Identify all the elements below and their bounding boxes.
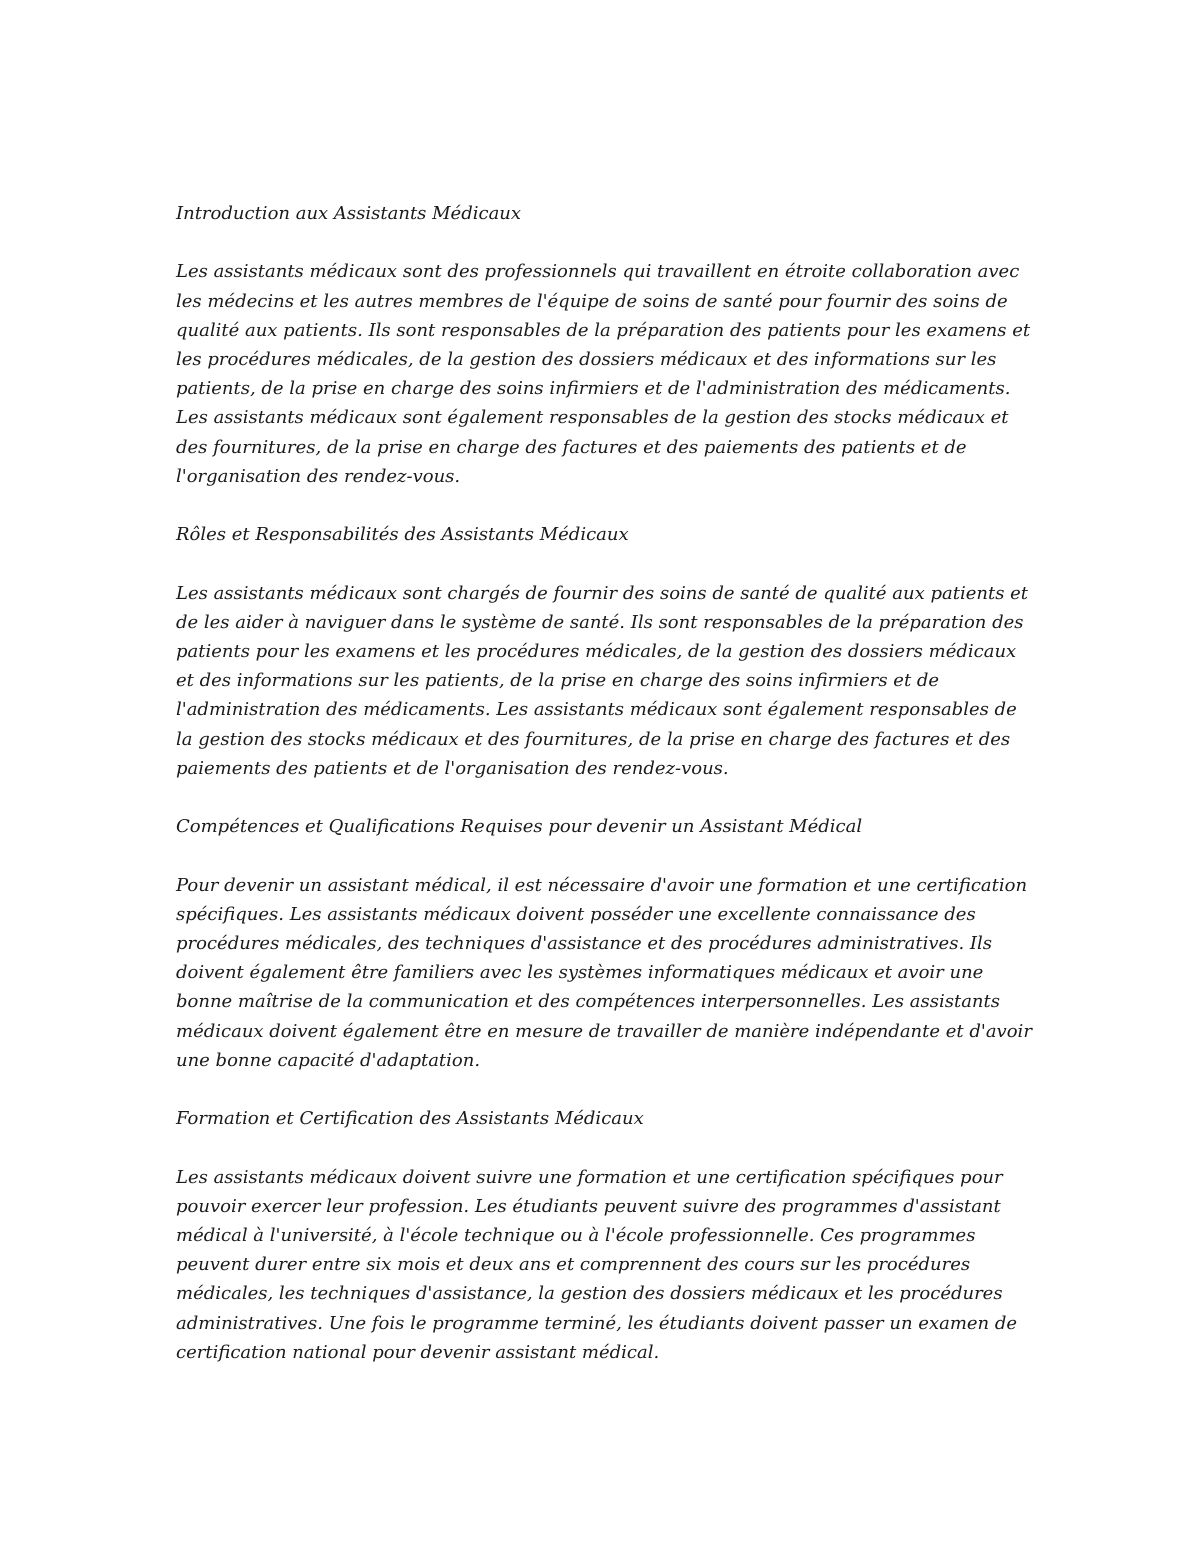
section-heading-introduction: Introduction aux Assistants Médicaux bbox=[176, 203, 522, 224]
section-paragraph-competences: Pour devenir un assistant médical, il est nécessaire d'avoir une formation et une certification spécifiques. Les assistants médicaux doivent posséder une excellente connaissance des procédures médicales, des techniques d'assistance et des procédures administratives. Ils doivent également être familiers avec les systèmes informatiques médicaux et avoir une bonne maîtrise de la communication et des compétences interpersonnelles. Les assistants médicaux doivent également être en mesure de travailler de manière indépendante et d'avoir une bonne capacité d'adaptation. bbox=[176, 874, 1032, 1071]
document-body bbox=[176, 199, 1036, 1367]
section-paragraph-formation: Les assistants médicaux doivent suivre une formation et une certification spécifiques pour pouvoir exercer leur profession. Les étudiants peuvent suivre des programmes d'assistant médical à l'université, à l'école technique ou à l'école professionnelle. Ces programmes peuvent durer entre six mois et deux ans et comprennent des cours sur les procédures médicales, les techniques d'assistance, la gestion des dossiers médicaux et les procédures administratives. Une fois le programme terminé, les étudiants doivent passer un examen de certification national pour devenir assistant médical. bbox=[176, 1166, 1018, 1363]
section-heading-roles: Rôles et Responsabilités des Assistants Médicaux bbox=[176, 524, 629, 546]
section-heading-competences: Compétences et Qualifications Requises pour devenir un Assistant Médical bbox=[176, 816, 863, 838]
section-heading-formation: Formation et Certification des Assistants Médicaux bbox=[176, 1108, 644, 1130]
section-paragraph-introduction: Les assistants médicaux sont des professionnels qui travaillent en étroite collaboration avec les médecins et les autres membres de l'équipe de soins de santé pour fournir des soins de qualité aux patients. Ils sont responsables de la préparation des patients pour les examens et les procédures médicales, de la gestion des dossiers médicaux et des informations sur les patients, de la prise en charge des soins infirmiers et de l'administration des médicaments. Les assistants médicaux sont également responsables de la gestion des stocks médicaux et des fournitures, de la prise en charge des factures et des paiements des patients et de l'organisation des rendez-vous. bbox=[176, 261, 1031, 487]
section-paragraph-roles: Les assistants médicaux sont chargés de fournir des soins de santé de qualité aux patients et de les aider à naviguer dans le système de santé. Ils sont responsables de la préparation des patients pour les examens et les procédures médicales, de la gestion des dossiers médicaux et des informations sur les patients, de la prise en charge des soins infirmiers et de l'administration des médicaments. Les assistants médicaux sont également responsables de la gestion des stocks médicaux et des fournitures, de la prise en charge des factures et des paiements des patients et de l'organisation des rendez-vous. bbox=[176, 582, 1029, 779]
